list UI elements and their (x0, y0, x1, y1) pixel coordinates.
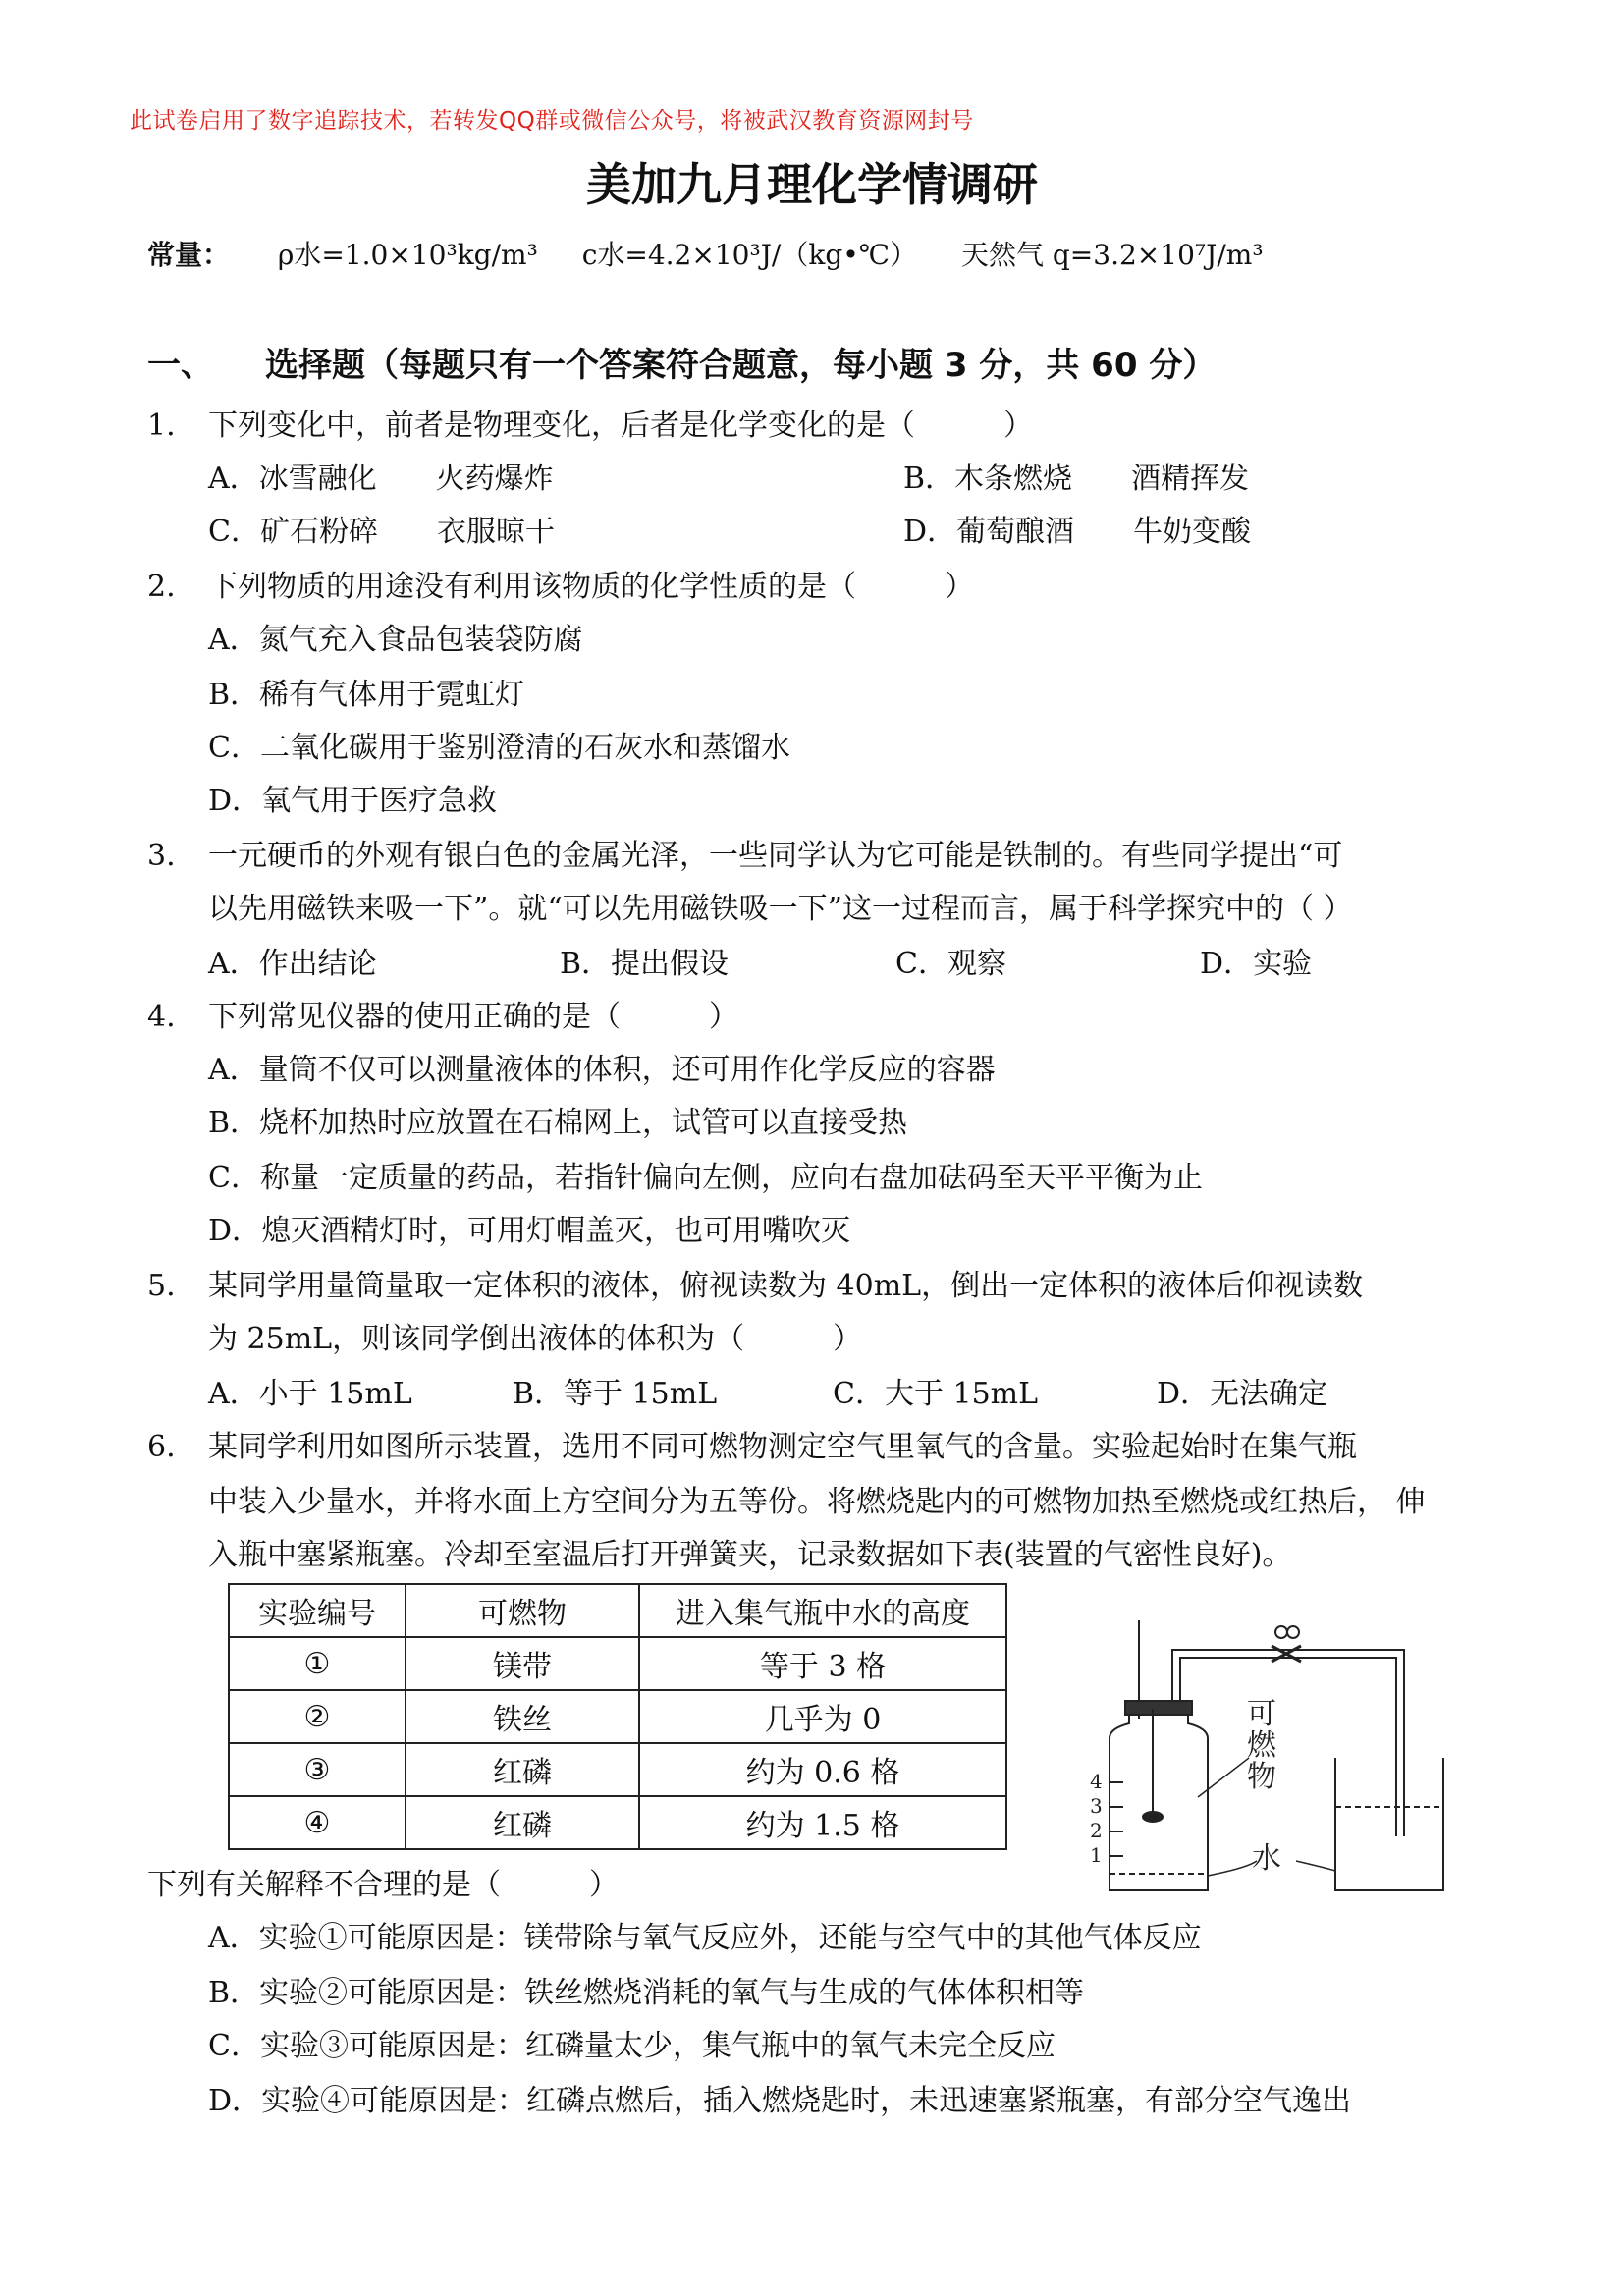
table-cell: 几乎为 0 (639, 1690, 1006, 1743)
combustion-spoon (1143, 1812, 1163, 1822)
experiment-table (228, 1583, 1007, 1850)
q4-option-b: B．烧杯加热时应放置在石棉网上，试管可以直接受热 (208, 1106, 908, 1140)
table-cell: 约为 1.5 格 (639, 1796, 1006, 1849)
table-header: 进入集气瓶中水的高度 (639, 1584, 1006, 1637)
q5-option-a: A．小于 15mL (208, 1377, 412, 1411)
question-3-line-2: 以先用磁铁来吸一下”。就“可以先用磁铁吸一下”这一过程而言，属于科学探究中的（ ） (208, 892, 1353, 926)
tracking-notice: 此试卷启用了数字追踪技术，若转发QQ群或微信公众号，将被武汉教育资源网封号 (130, 108, 974, 134)
question-5-line-2: 为 25mL，则该同学倒出液体的体积为（ ） (208, 1322, 863, 1356)
q1-option-c: C．矿石粉碎 衣服晾干 (208, 515, 555, 549)
question-5-stem: 5. 某同学用量筒量取一定体积的液体，俯视读数为 40mL，倒出一定体积的液体后仰视读数 (147, 1269, 1364, 1303)
q1-option-d: D．葡萄酿酒 牛奶变酸 (903, 515, 1252, 549)
question-3-stem: 3. 一元硬币的外观有银白色的金属光泽，一些同学认为它可能是铁制的。有些同学提出“可 (147, 839, 1343, 873)
page-title: 美加九月理化学情调研 (586, 158, 1038, 211)
scale-mark-label: 2 (1090, 1819, 1103, 1842)
q2-option-b: B．稀有气体用于霓虹灯 (208, 678, 525, 712)
constant-gas-heat: 天然气 q=3.2×10⁷J/m³ (960, 239, 1264, 271)
question-6-line-2: 中装入少量水，并将水面上方空间分为五等份。将燃烧匙内的可燃物加热至燃烧或红热后， 伸 (208, 1485, 1426, 1519)
table-cell: 红磷 (406, 1743, 639, 1796)
table-row (229, 1690, 1006, 1743)
question-text: 下列变化中，前者是物理变化，后者是化学变化的是（ ） (208, 409, 1033, 443)
section-number: 一、 (147, 346, 214, 385)
q3-option-c: C．观察 (895, 947, 1006, 981)
table-header: 可燃物 (406, 1584, 639, 1637)
q6-option-a: A．实验①可能原因是：镁带除与氧气反应外，还能与空气中的其他气体反应 (208, 1921, 1202, 1955)
q3-option-b: B．提出假设 (560, 947, 730, 981)
label-combustible: 可燃物 (1247, 1697, 1276, 1794)
q2-option-d: D．氧气用于医疗急救 (208, 784, 498, 818)
q1-option-a: A．冰雪融化 火药爆炸 (208, 462, 554, 496)
q5-option-d: D．无法确定 (1157, 1377, 1328, 1411)
table-row (229, 1637, 1006, 1690)
table-cell: ① (229, 1637, 406, 1690)
scale-mark-label: 4 (1090, 1770, 1103, 1793)
q3-option-d: D．实验 (1200, 947, 1313, 981)
connecting-tube-inner (1180, 1658, 1396, 1836)
constant-water-heat: c水=4.2×10³J/（kg•℃） (581, 239, 918, 271)
question-6-stem-2: 下列有关解释不合理的是（ ） (147, 1868, 619, 1902)
q5-option-c: C．大于 15mL (833, 1377, 1039, 1411)
question-4-stem: 4. 下列常见仪器的使用正确的是（ ） (147, 1000, 738, 1034)
constants-label: 常量： (147, 239, 231, 271)
q4-option-d: D．熄灭酒精灯时，可用灯帽盖灭，也可用嘴吹灭 (208, 1214, 851, 1248)
scale-mark-label: 1 (1090, 1843, 1103, 1867)
question-number: 1. (147, 409, 176, 443)
label-water: 水 (1252, 1841, 1281, 1876)
question-6-line-3: 入瓶中塞紧瓶塞。冷却至室温后打开弹簧夹，记录数据如下表(装置的气密性良好)。 (208, 1538, 1292, 1572)
question-2-stem: 2. 下列物质的用途没有利用该物质的化学性质的是（ ） (147, 570, 974, 604)
table-cell: 铁丝 (406, 1690, 639, 1743)
apparatus-diagram (1090, 1611, 1502, 1905)
table-cell: 等于 3 格 (639, 1637, 1006, 1690)
section-text: 选择题（每题只有一个答案符合题意，每小题 3 分，共 60 分） (265, 346, 1217, 385)
gas-bottle (1110, 1709, 1208, 1890)
table-row (229, 1796, 1006, 1849)
spring-clamp (1272, 1646, 1301, 1662)
table-cell: ② (229, 1690, 406, 1743)
table-cell: 红磷 (406, 1796, 639, 1849)
q6-option-c: C．实验③可能原因是：红磷量太少，集气瓶中的氧气未完全反应 (208, 2029, 1056, 2063)
table-header-row (229, 1584, 1006, 1637)
q4-option-a: A．量筒不仅可以测量液体的体积，还可用作化学反应的容器 (208, 1053, 996, 1087)
question-6-stem: 6. 某同学利用如图所示装置，选用不同可燃物测定空气里氧气的含量。实验起始时在集气瓶 (147, 1430, 1357, 1464)
constants-line (147, 234, 1299, 273)
table-row (229, 1743, 1006, 1796)
q4-option-c: C．称量一定质量的药品，若指针偏向左侧，应向右盘加砝码至天平平衡为止 (208, 1161, 1203, 1195)
table-cell: 镁带 (406, 1637, 639, 1690)
constant-water-density: ρ水=1.0×10³kg/m³ (277, 239, 538, 271)
table-cell: ③ (229, 1743, 406, 1796)
q6-option-d: D．实验④可能原因是：红磷点燃后，插入燃烧匙时，未迅速塞紧瓶塞，有部分空气逸出 (208, 2084, 1352, 2118)
q2-option-a: A．氮气充入食品包装袋防腐 (208, 623, 583, 657)
table-header: 实验编号 (229, 1584, 406, 1637)
q5-option-b: B．等于 15mL (513, 1377, 718, 1411)
scale-mark-label: 3 (1090, 1794, 1103, 1818)
table-cell: 约为 0.6 格 (639, 1743, 1006, 1796)
section-heading (147, 338, 1216, 386)
q6-option-b: B．实验②可能原因是：铁丝燃烧消耗的氧气与生成的气体体积相等 (208, 1976, 1085, 2010)
question-1-stem (147, 401, 1033, 444)
beaker (1335, 1758, 1443, 1890)
q3-option-a: A．作出结论 (208, 947, 377, 981)
q2-option-c: C．二氧化碳用于鉴别澄清的石灰水和蒸馏水 (208, 731, 790, 765)
table-cell: ④ (229, 1796, 406, 1849)
q1-option-b: B．木条燃烧 酒精挥发 (903, 462, 1250, 496)
bottle-stopper (1125, 1701, 1192, 1715)
